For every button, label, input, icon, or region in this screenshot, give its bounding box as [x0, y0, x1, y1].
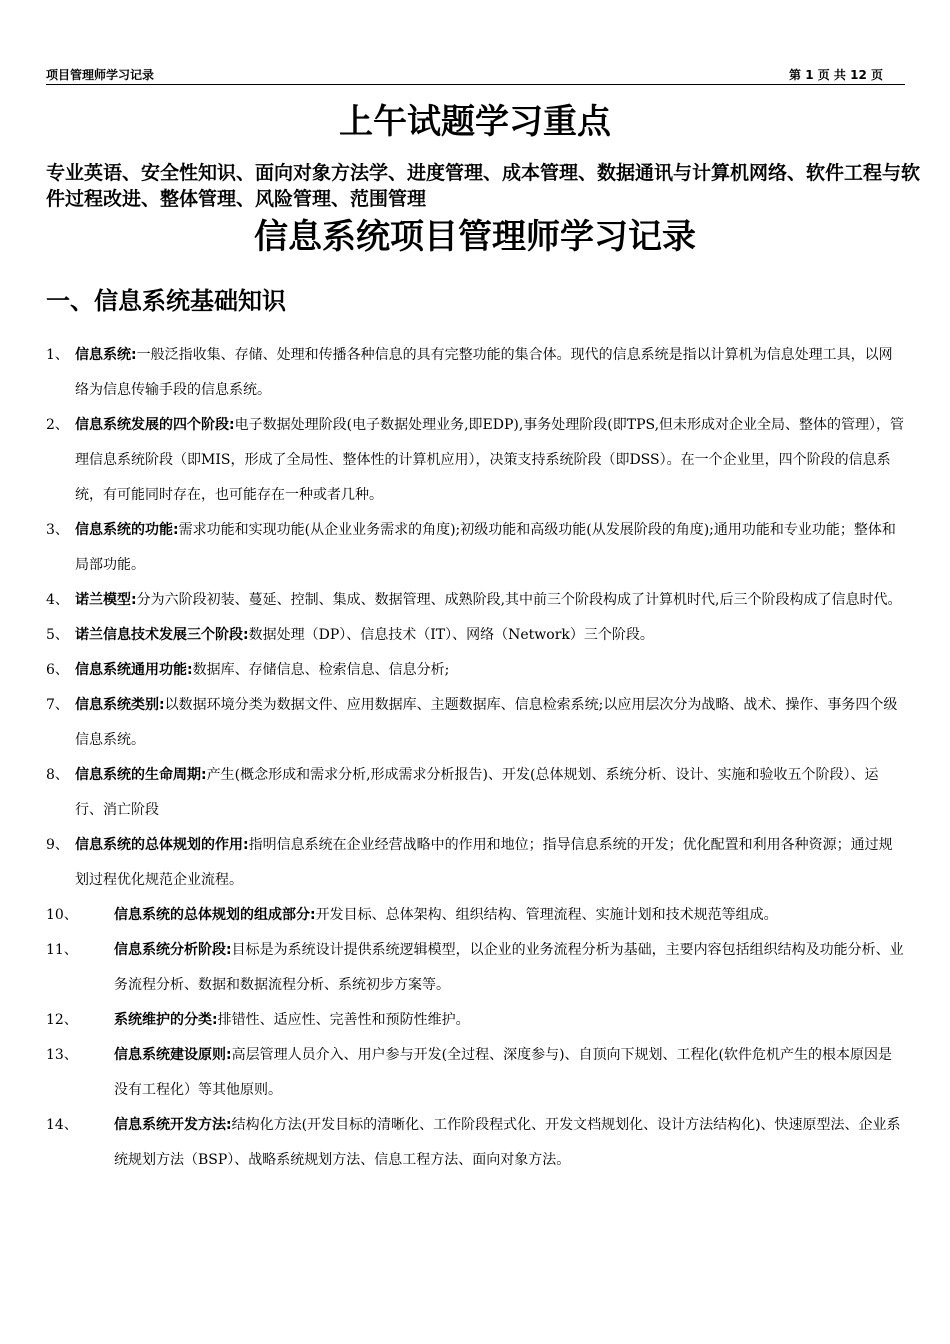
header-page-number: 第 1 页 共 12 页 — [789, 68, 883, 82]
list-item — [46, 513, 905, 583]
list-item — [46, 933, 905, 1003]
item-text: 分为六阶段初装、蔓延、控制、集成、数据管理、成熟阶段,其中前三个阶段构成了计算机时代,后三个阶段构成了信息时代。 — [136, 592, 902, 608]
item-number: 4、 — [46, 592, 69, 608]
list-item — [46, 338, 905, 408]
item-number: 12、 — [46, 1012, 78, 1028]
section-heading: 一、信息系统基础知识 — [46, 287, 286, 315]
item-term: 信息系统的功能: — [75, 522, 179, 538]
item-text: 排错性、适应性、完善性和预防性维护。 — [217, 1012, 470, 1028]
item-number: 13、 — [46, 1047, 78, 1063]
page-title: 上午试题学习重点 — [339, 102, 611, 142]
item-text: 数据处理（DP）、信息技术（IT）、网络（Network）三个阶段。 — [248, 627, 654, 643]
item-term: 信息系统的总体规划的组成部分: — [114, 907, 316, 923]
running-header — [46, 66, 905, 85]
list-item — [46, 1038, 905, 1108]
item-term: 信息系统发展的四个阶段: — [75, 417, 235, 433]
item-text: 高层管理人员介入、用户参与开发(全过程、深度参与)、自顶向下规划、工程化(软件危机产生的根本原因是没有工程化）等其他原则。 — [114, 1047, 892, 1098]
focus-topics: 专业英语、安全性知识、面向对象方法学、进度管理、成本管理、数据通讯与计算机网络、软件工程与软件过程改进、整体管理、风险管理、范围管理 — [46, 162, 921, 210]
item-number: 14、 — [46, 1117, 78, 1133]
item-term: 信息系统的总体规划的作用: — [75, 837, 249, 853]
item-term: 系统维护的分类: — [114, 1012, 218, 1028]
list-item — [46, 758, 905, 828]
knowledge-list — [46, 338, 905, 1178]
item-text: 以数据环境分类为数据文件、应用数据库、主题数据库、信息检索系统;以应用层次分为战略、战术、操作、事务四个级信息系统。 — [75, 697, 898, 748]
item-number: 9、 — [46, 837, 69, 853]
item-text: 一般泛指收集、存储、处理和传播各种信息的具有完整功能的集合体。现代的信息系统是指以计算机为信息处理工具，以网络为信息传输手段的信息系统。 — [75, 347, 893, 398]
list-item — [46, 1003, 905, 1038]
item-text: 目标是为系统设计提供系统逻辑模型，以企业的业务流程分析为基础，主要内容包括组织结构及功能分析、业务流程分析、数据和数据流程分析、系统初步方案等。 — [114, 942, 904, 993]
item-text: 结构化方法(开发目标的清晰化、工作阶段程式化、开发文档规划化、设计方法结构化)、快速原型法、企业系统规划方法（BSP）、战略系统规划方法、信息工程方法、面向对象方法。 — [114, 1117, 901, 1168]
item-number: 7、 — [46, 697, 69, 713]
item-term: 信息系统通用功能: — [75, 662, 193, 678]
document-subtitle: 信息系统项目管理师学习记录 — [254, 217, 696, 257]
item-text: 开发目标、总体架构、组织结构、管理流程、实施计划和技术规范等组成。 — [315, 907, 778, 923]
item-text: 数据库、存储信息、检索信息、信息分析; — [192, 662, 450, 678]
list-item — [46, 583, 905, 618]
list-item — [46, 408, 905, 513]
item-number: 8、 — [46, 767, 69, 783]
list-item — [46, 898, 905, 933]
item-term: 信息系统: — [75, 347, 137, 363]
item-number: 5、 — [46, 627, 69, 643]
item-term: 信息系统建设原则: — [114, 1047, 232, 1063]
list-item — [46, 653, 905, 688]
item-number: 10、 — [46, 907, 78, 923]
item-term: 诺兰信息技术发展三个阶段: — [75, 627, 249, 643]
item-text: 需求功能和实现功能(从企业业务需求的角度);初级功能和高级功能(从发展阶段的角度);通用功能和专业功能；整体和局部功能。 — [75, 522, 896, 573]
item-text: 产生(概念形成和需求分析,形成需求分析报告)、开发(总体规划、系统分析、设计、实施和验收五个阶段）、运行、消亡阶段 — [75, 767, 879, 818]
item-number: 3、 — [46, 522, 69, 538]
item-term: 信息系统分析阶段: — [114, 942, 232, 958]
item-number: 6、 — [46, 662, 69, 678]
item-text: 电子数据处理阶段(电子数据处理业务,即EDP),事务处理阶段(即TPS,但未形成对企业全局、整体的管理），管理信息系统阶段（即MIS，形成了全局性、整体性的计算机应用），决策支持系统阶段（即DSS）。在一个企业里，四个阶段的信息系统，有可能同时存在，也可能存在一种或者几种。 — [75, 417, 905, 503]
list-item — [46, 1108, 905, 1178]
item-term: 信息系统类别: — [75, 697, 165, 713]
list-item — [46, 618, 905, 653]
item-term: 信息系统开发方法: — [114, 1117, 232, 1133]
header-doc-title: 项目管理师学习记录 — [46, 68, 155, 82]
item-number: 2、 — [46, 417, 69, 433]
item-number: 11、 — [46, 942, 78, 958]
item-text: 指明信息系统在企业经营战略中的作用和地位；指导信息系统的开发；优化配置和利用各种资源；通过规划过程优化规范企业流程。 — [75, 837, 893, 888]
list-item — [46, 828, 905, 898]
item-number: 1、 — [46, 347, 69, 363]
item-term: 信息系统的生命周期: — [75, 767, 207, 783]
list-item — [46, 688, 905, 758]
item-term: 诺兰模型: — [75, 592, 137, 608]
